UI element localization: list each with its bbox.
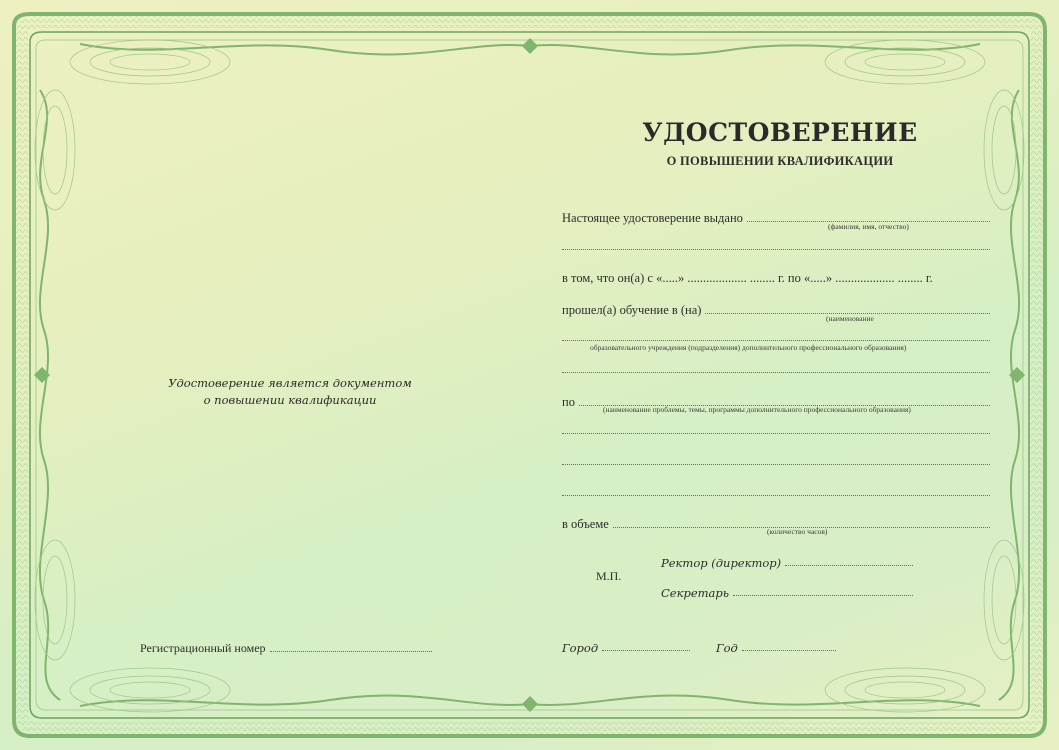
certificate-subtitle: О ПОВЫШЕНИИ КВАЛИФИКАЦИИ bbox=[666, 154, 894, 168]
city-label: Город bbox=[562, 641, 599, 655]
rector-label: Ректор (директор) bbox=[661, 556, 782, 570]
city-field[interactable] bbox=[602, 650, 690, 651]
issued-to-line-2[interactable] bbox=[562, 249, 990, 250]
issued-to-row bbox=[562, 208, 990, 226]
stamp-label: М.П. bbox=[596, 569, 622, 583]
trained-at-row bbox=[562, 300, 990, 318]
hours-hint: (количество часов) bbox=[767, 527, 828, 536]
rector-signature-field[interactable] bbox=[785, 565, 913, 566]
left-note-line-2: о повышении квалификации bbox=[203, 393, 377, 407]
trained-at-line-3[interactable] bbox=[562, 372, 990, 373]
program-line-2[interactable] bbox=[562, 433, 990, 434]
trained-at-line-2[interactable] bbox=[562, 340, 990, 341]
left-page-note bbox=[150, 375, 430, 409]
secretary-row bbox=[661, 584, 913, 600]
registration-label: Регистрационный номер bbox=[140, 641, 266, 655]
city-row bbox=[562, 639, 690, 655]
program-line-3[interactable] bbox=[562, 464, 990, 465]
hours-label: в объеме bbox=[562, 517, 609, 531]
trained-at-hint-1: (наименование bbox=[826, 314, 874, 323]
program-label: по bbox=[562, 395, 575, 409]
rector-row bbox=[661, 554, 913, 570]
period-line: в том, что он(а) с «.....» ................... ........ г. по «.....» ................... ........ г. bbox=[562, 271, 933, 285]
secretary-label: Секретарь bbox=[661, 586, 730, 600]
registration-number-field[interactable] bbox=[270, 651, 432, 652]
trained-at-label: прошел(а) обучение в (на) bbox=[562, 303, 702, 317]
program-hint: (наименование проблемы, темы, программы дополнительного профессионального образования) bbox=[603, 405, 911, 414]
year-row bbox=[716, 639, 836, 655]
issued-to-label: Настоящее удостоверение выдано bbox=[562, 211, 743, 225]
certificate-title: УДОСТОВЕРЕНИЕ bbox=[642, 118, 918, 147]
trained-at-hint-2: образовательного учреждения (подразделения) дополнительного профессионального образования) bbox=[590, 343, 907, 352]
issued-to-hint: (фамилия, имя, отчество) bbox=[828, 222, 909, 231]
year-field[interactable] bbox=[742, 650, 836, 651]
year-label: Год bbox=[716, 641, 738, 655]
secretary-signature-field[interactable] bbox=[733, 595, 913, 596]
registration-row bbox=[140, 640, 432, 656]
program-line-4[interactable] bbox=[562, 495, 990, 496]
left-note-line-1: Удостоверение является документом bbox=[168, 376, 412, 390]
